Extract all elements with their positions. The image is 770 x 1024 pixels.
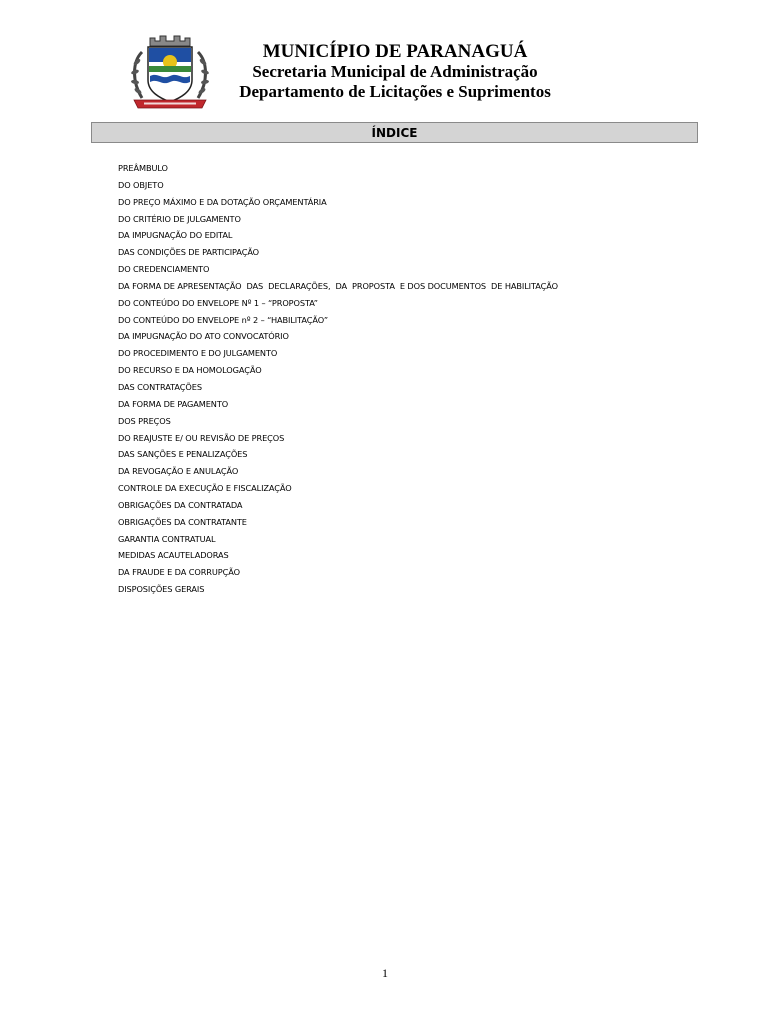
toc-item: DA FORMA DE PAGAMENTO: [118, 398, 229, 409]
index-title: ÍNDICE: [371, 126, 418, 140]
toc-item: DAS CONTRATAÇÕES: [118, 381, 202, 392]
toc-item: DAS SANÇÕES E PENALIZAÇÕES: [118, 449, 248, 460]
toc-item: DA REVOGAÇÃO E ANULAÇÃO: [118, 466, 239, 477]
toc-item: GARANTIA CONTRATUAL: [118, 533, 216, 544]
toc-item: DO CONTEÚDO DO ENVELOPE Nº 1 – “PROPOSTA”: [118, 297, 318, 308]
municipal-coat-of-arms-icon: [128, 32, 212, 112]
department-name: Departamento de Licitações e Suprimentos: [239, 82, 551, 101]
document-header: [0, 0, 770, 118]
toc-item: DISPOSIÇÕES GERAIS: [118, 584, 205, 595]
toc-item: DO REAJUSTE E/ OU REVISÃO DE PREÇOS: [118, 432, 285, 443]
toc-item: DA FRAUDE E DA CORRUPÇÃO: [118, 567, 240, 578]
toc-item: DO OBJETO: [118, 179, 164, 190]
table-of-contents: [118, 160, 698, 598]
toc-item: DO CREDENCIAMENTO: [118, 264, 210, 275]
secretariat-name: Secretaria Municipal de Administração: [252, 62, 538, 81]
toc-item: DOS PREÇOS: [118, 415, 171, 426]
toc-item: DA IMPUGNAÇÃO DO ATO CONVOCATÓRIO: [118, 331, 289, 342]
toc-item: DO CRITÉRIO DE JULGAMENTO: [118, 213, 241, 224]
toc-item: DO RECURSO E DA HOMOLOGAÇÃO: [118, 365, 262, 376]
toc-item: PREÂMBULO: [118, 163, 168, 173]
municipality-name: MUNICÍPIO DE PARANAGUÁ: [262, 41, 528, 62]
toc-item: MEDIDAS ACAUTELADORAS: [118, 550, 229, 561]
page-number: 1: [382, 966, 388, 980]
toc-item: CONTROLE DA EXECUÇÃO E FISCALIZAÇÃO: [118, 483, 292, 494]
index-title-bar: [91, 122, 698, 143]
toc-item: DAS CONDIÇÕES DE PARTICIPAÇÃO: [118, 247, 260, 258]
toc-item: DO PREÇO MÁXIMO E DA DOTAÇÃO ORÇAMENTÁRIA: [118, 196, 327, 207]
toc-item: DO PROCEDIMENTO E DO JULGAMENTO: [118, 348, 278, 359]
toc-item: OBRIGAÇÕES DA CONTRATADA: [118, 499, 243, 510]
toc-item: DA FORMA DE APRESENTAÇÃO DAS DECLARAÇÕES, DA PROPOSTA E DOS DOCUMENTOS DE HABILITAÇÃO: [118, 280, 558, 291]
header-title-block: [220, 42, 570, 102]
toc-item: DO CONTEÚDO DO ENVELOPE nº 2 – “HABILITAÇÃO”: [118, 314, 329, 325]
toc-item: OBRIGAÇÕES DA CONTRATANTE: [118, 516, 247, 527]
toc-item: DA IMPUGNAÇÃO DO EDITAL: [118, 230, 233, 241]
